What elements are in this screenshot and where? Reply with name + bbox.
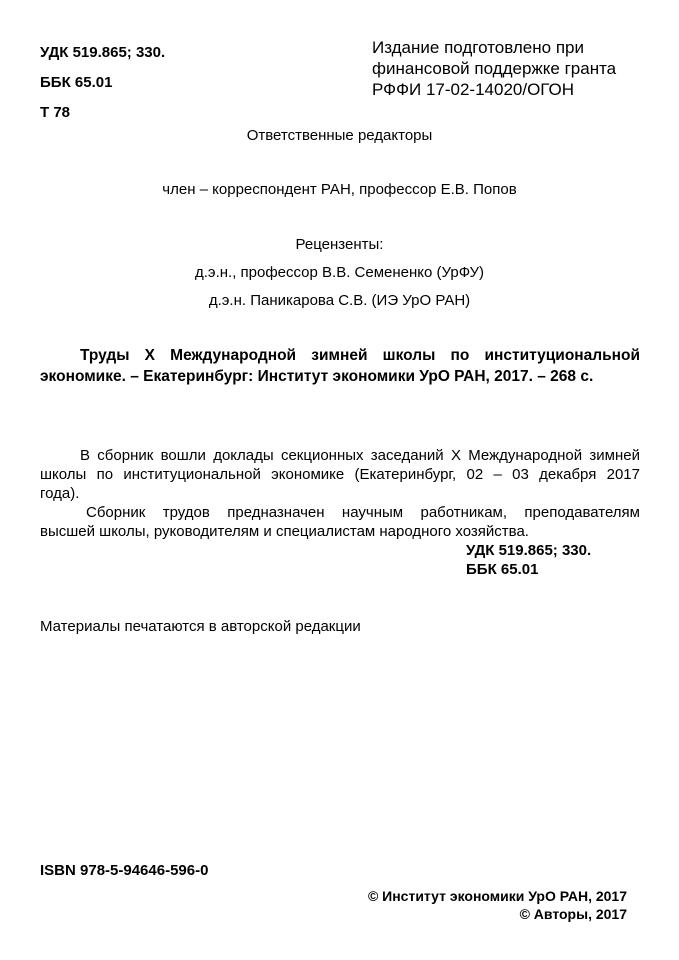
grant-line-3: РФФИ 17-02-14020/ОГОН — [372, 80, 575, 99]
title-line-2: экономике. – Екатеринбург: Институт экономики УрО РАН, 2017. – 268 с. — [40, 368, 594, 385]
editors-label: Ответственные редакторы — [246, 127, 433, 144]
grant-line-1: Издание подготовлено при — [372, 38, 584, 57]
reviewers-label: Рецензенты: — [295, 236, 384, 253]
author-mark: Т 78 — [40, 104, 71, 121]
grant-note — [372, 37, 616, 100]
reviewer-1: д.э.н., профессор В.В. Семененко (УрФУ) — [195, 264, 484, 281]
authors-edition-note: Материалы печатаются в авторской редакции — [40, 618, 361, 635]
footer-bbk-code: ББК 65.01 — [466, 561, 539, 578]
abstract-p2-line-2: высшей школы, руководителям и специалистам народного хозяйства. — [40, 523, 529, 540]
abstract-p1-line-2: школы по институциональной экономике (Екатеринбург, 02 – 03 декабря 2017 — [40, 466, 640, 483]
footer-classification-codes — [466, 541, 591, 579]
abstract-p1-line-3: года). — [40, 485, 80, 502]
reviewer-2: д.э.н. Паникарова С.В. (ИЭ УрО РАН) — [208, 292, 471, 309]
bibliographic-title — [40, 345, 640, 387]
copyright-block — [368, 887, 627, 923]
isbn: ISBN 978-5-94646-596-0 — [40, 862, 209, 879]
copyright-institute: © Институт экономики УрО РАН, 2017 — [367, 888, 627, 904]
bbk-code: ББК 65.01 — [40, 74, 113, 91]
abstract-p2-line-1: Сборник трудов предназначен научным работникам, преподавателям — [86, 504, 640, 521]
copyright-authors: © Авторы, 2017 — [519, 906, 627, 922]
title-line-1: Труды X Международной зимней школы по институциональной — [80, 347, 640, 364]
classification-codes — [40, 38, 165, 128]
abstract-p1-line-1: В сборник вошли доклады секционных заседаний X Международной зимней — [80, 447, 640, 464]
footer-udk-code: УДК 519.865; 330. — [466, 542, 592, 559]
udk-code: УДК 519.865; 330. — [40, 44, 166, 61]
grant-line-2: финансовой поддержке гранта — [372, 59, 617, 78]
editor-name: член – корреспондент РАН, профессор Е.В. Попов — [162, 181, 517, 198]
abstract — [40, 446, 640, 541]
